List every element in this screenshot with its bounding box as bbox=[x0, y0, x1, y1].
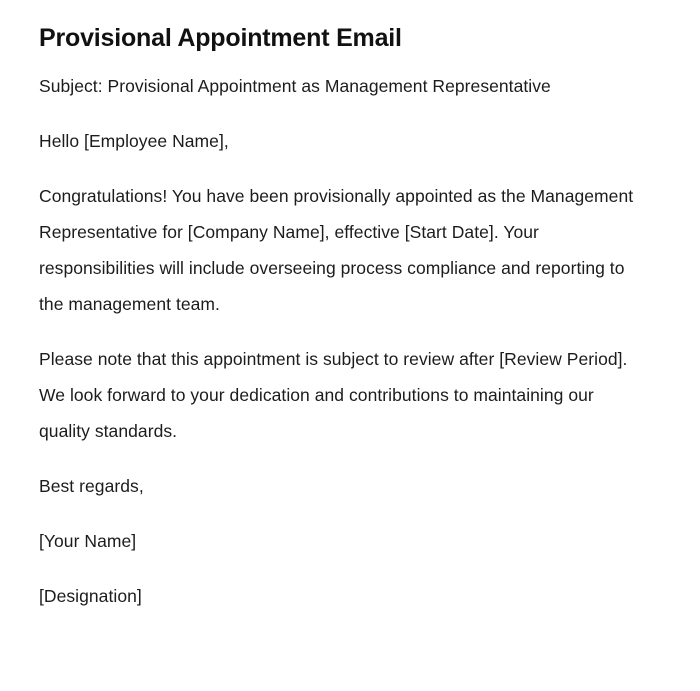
body-paragraph-1: Congratulations! You have been provisionally appointed as the Management Representative for [Company Name], effective [Start Date]. Your responsibilities will include overseeing process compliance and reporting to the management team. bbox=[39, 186, 634, 314]
body-paragraph-2: Please note that this appointment is subject to review after [Review Period]. We look forward to your dedication and contributions to maintaining our quality standards. bbox=[39, 349, 628, 441]
page-title: Provisional Appointment Email bbox=[39, 24, 402, 52]
subject-line: Subject: Provisional Appointment as Management Representative bbox=[39, 76, 551, 96]
closing: Best regards, bbox=[39, 476, 144, 496]
signature-designation: [Designation] bbox=[39, 586, 142, 606]
salutation: Hello [Employee Name], bbox=[39, 131, 229, 151]
document-body bbox=[39, 68, 639, 614]
signature-name: [Your Name] bbox=[39, 531, 137, 551]
